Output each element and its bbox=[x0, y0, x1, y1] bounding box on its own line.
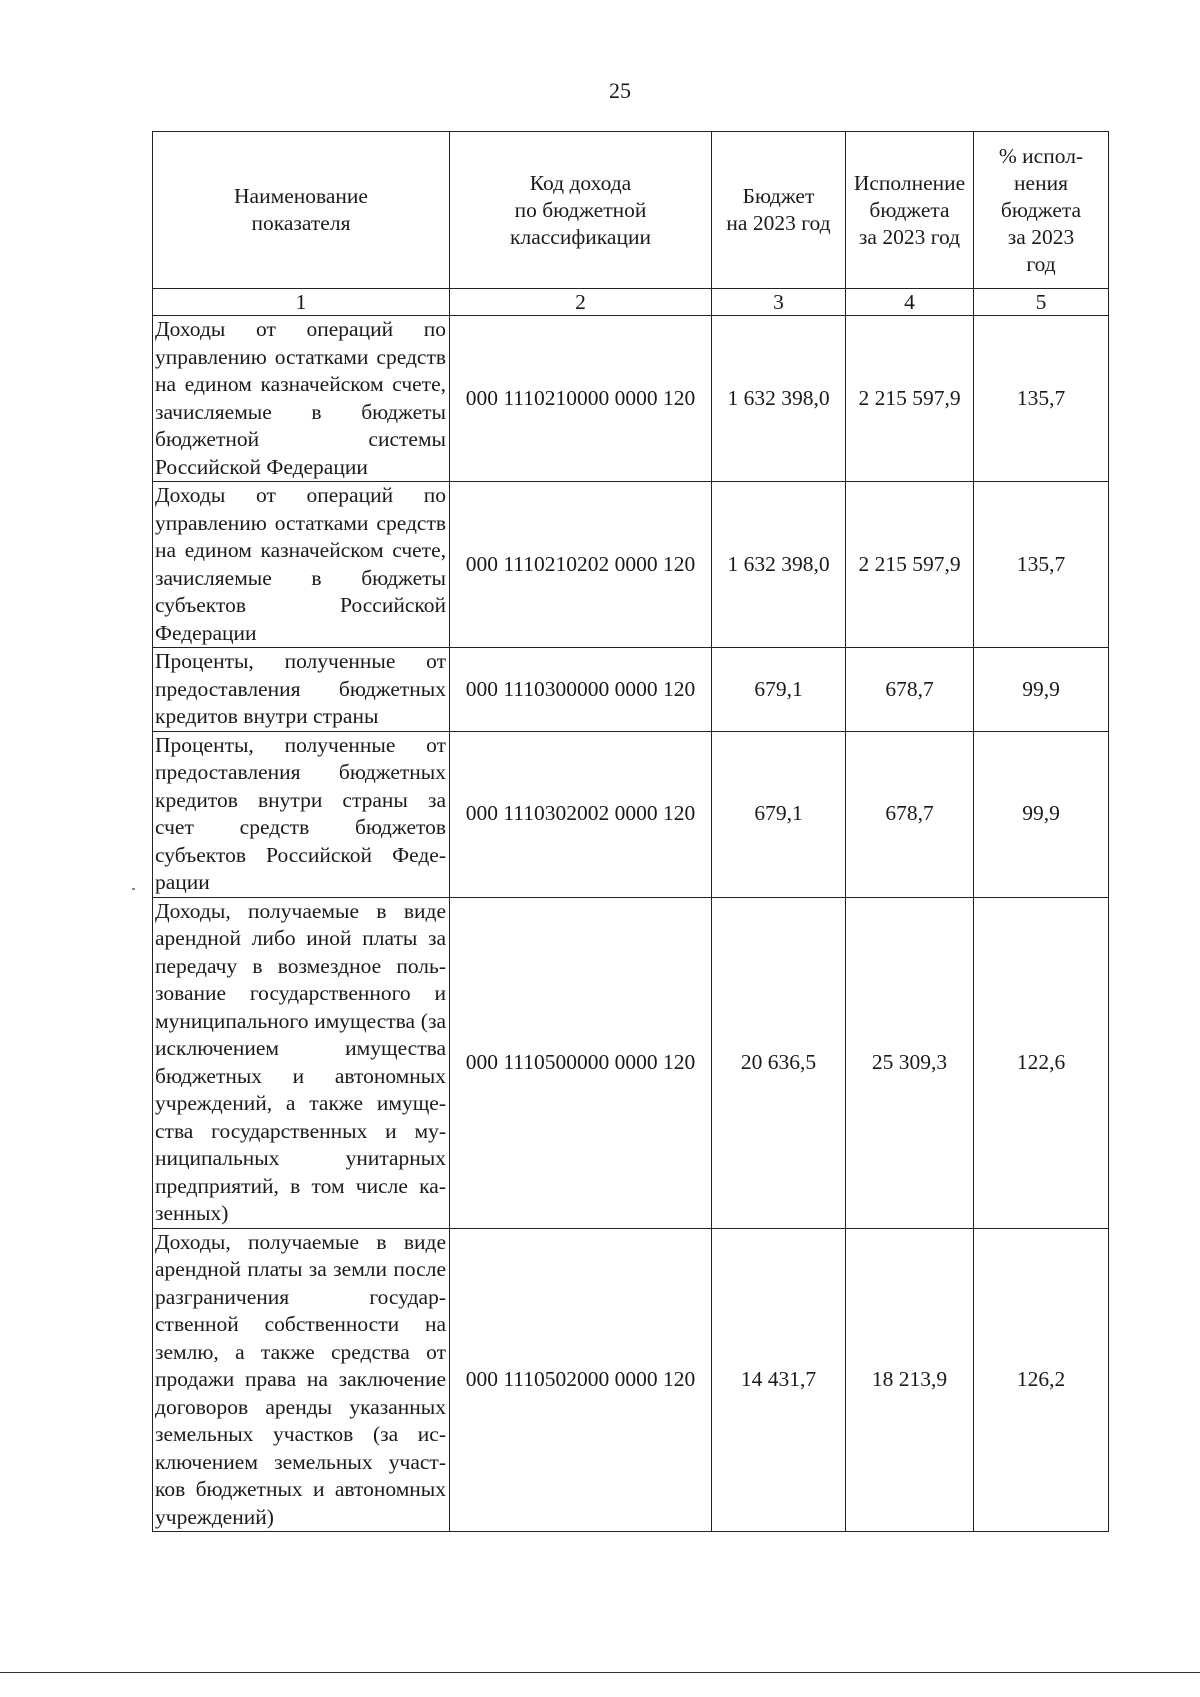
row-execution: 2 215 597,9 bbox=[846, 316, 974, 482]
table-row bbox=[153, 731, 1109, 897]
header-execution: Исполнение бюджета за 2023 год bbox=[846, 132, 974, 289]
row-budget: 679,1 bbox=[712, 648, 846, 732]
row-budget: 14 431,7 bbox=[712, 1228, 846, 1532]
row-percent: 99,9 bbox=[974, 648, 1109, 732]
column-number: 5 bbox=[974, 289, 1109, 316]
header-name: Наименование показателя bbox=[153, 132, 450, 289]
row-execution: 2 215 597,9 bbox=[846, 482, 974, 648]
row-name: Доходы от операций по управлению остатками средств на едином казначейском счете, зачисляемые в бюджеты бюджетной системы Российской Федерации bbox=[153, 316, 450, 482]
table-row bbox=[153, 316, 1109, 482]
table-row bbox=[153, 897, 1109, 1228]
page-number: 25 bbox=[609, 78, 631, 103]
row-execution: 678,7 bbox=[846, 731, 974, 897]
table-header-row bbox=[153, 132, 1109, 289]
row-percent: 122,6 bbox=[974, 897, 1109, 1228]
header-budget: Бюджет на 2023 год bbox=[712, 132, 846, 289]
row-name: Доходы от операций по управлению остатками средств на едином казначейском счете, зачисляемые в бюджеты субъектов Российской Федерации bbox=[153, 482, 450, 648]
row-percent: 135,7 bbox=[974, 482, 1109, 648]
row-execution: 18 213,9 bbox=[846, 1228, 974, 1532]
row-budget: 20 636,5 bbox=[712, 897, 846, 1228]
row-percent: 99,9 bbox=[974, 731, 1109, 897]
header-percent: % испол- нения бюджета за 2023 год bbox=[974, 132, 1109, 289]
table-row bbox=[153, 1228, 1109, 1532]
row-percent: 126,2 bbox=[974, 1228, 1109, 1532]
row-execution: 25 309,3 bbox=[846, 897, 974, 1228]
column-number: 2 bbox=[450, 289, 712, 316]
row-name: Проценты, полученные от предоставления бюджетных кредитов внутри страны за счет средств бюджетов субъектов Российской Федерации bbox=[153, 731, 450, 897]
row-code: 000 1110302002 0000 120 bbox=[450, 731, 712, 897]
page-bottom-rule bbox=[0, 1672, 1200, 1673]
table-row bbox=[153, 648, 1109, 732]
row-budget: 1 632 398,0 bbox=[712, 316, 846, 482]
row-code: 000 1110502000 0000 120 bbox=[450, 1228, 712, 1532]
row-percent: 135,7 bbox=[974, 316, 1109, 482]
row-code: 000 1110500000 0000 120 bbox=[450, 897, 712, 1228]
row-code: 000 1110300000 0000 120 bbox=[450, 648, 712, 732]
column-number: 4 bbox=[846, 289, 974, 316]
header-code: Код дохода по бюджетной классификации bbox=[450, 132, 712, 289]
row-name: Доходы, получаемые в виде арендной либо иной платы за передачу в возмездное пользование государственного и муниципального имущества (за исключением имущества бюджетных и автономных учреждений, а также имущества государственных и муниципальных унитарных предприятий, в том числе казенных) bbox=[153, 897, 450, 1228]
column-number-row bbox=[153, 289, 1109, 316]
row-code: 000 1110210202 0000 120 bbox=[450, 482, 712, 648]
table-row bbox=[153, 482, 1109, 648]
row-budget: 1 632 398,0 bbox=[712, 482, 846, 648]
scan-speck bbox=[132, 888, 135, 890]
row-budget: 679,1 bbox=[712, 731, 846, 897]
row-execution: 678,7 bbox=[846, 648, 974, 732]
revenue-table bbox=[152, 131, 1109, 1532]
row-name: Проценты, полученные от предоставления бюджетных кредитов внутри страны bbox=[153, 648, 450, 732]
column-number: 1 bbox=[153, 289, 450, 316]
row-name: Доходы, получаемые в виде арендной платы за земли после разграничения государственной собственности на землю, а также средства от продажи права на заключение договоров аренды указанных земельных участков (за исключением земельных участков бюджетных и автономных учреждений) bbox=[153, 1228, 450, 1532]
column-number: 3 bbox=[712, 289, 846, 316]
row-code: 000 1110210000 0000 120 bbox=[450, 316, 712, 482]
